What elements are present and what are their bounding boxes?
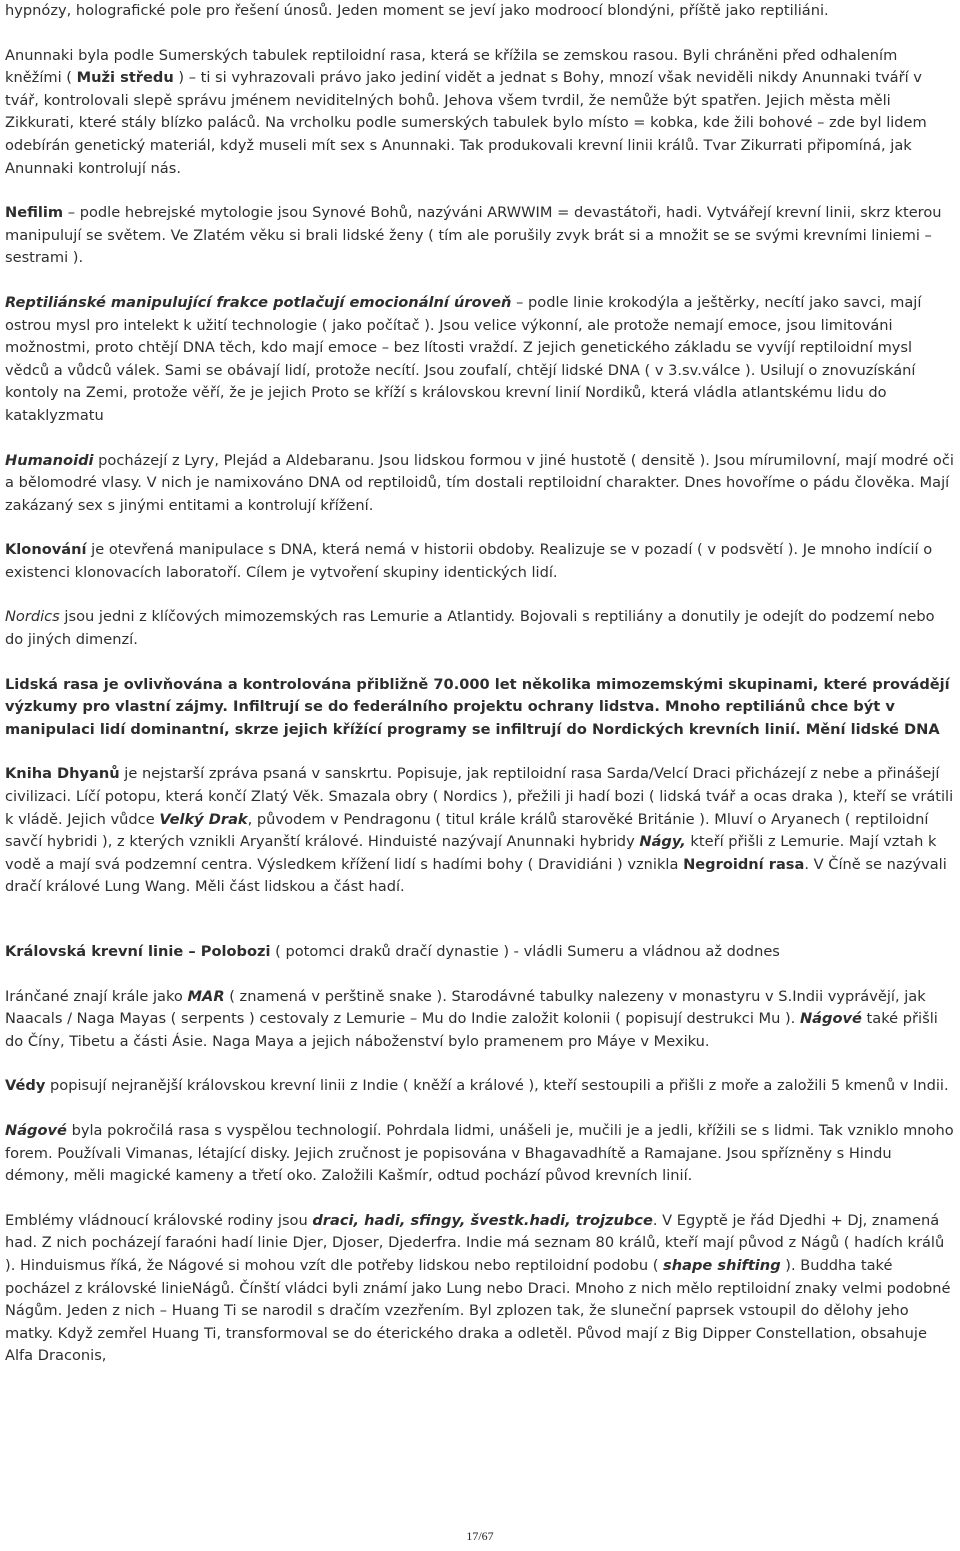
- text-run: ( potomci draků dračí dynastie ) - vládli Sumeru a vládnou až dodnes: [270, 943, 780, 960]
- text-run: , původem v Pendragonu ( titul krále králů starověké Británie ). Mluví o Aryanech ( reptiloidní savčí hybridi ), z kterých vznikli Aryanští králové. Hinduisté nazývají Anunnaki hybridy: [5, 810, 929, 851]
- emphasis-run: Nefilim: [5, 204, 64, 222]
- emphasis-run: Muži středu: [76, 69, 174, 87]
- paragraph-lidska-rasa: [5, 674, 955, 742]
- text-run: pocházejí z Lyry, Plejád a Aldebaranu. Jsou lidskou formou v jiné hustotě ( densitě ). Jsou mírumilovní, mají modré oči a bělomodré vlasy. V nich je namixováno DNA od reptiloidů, tím dostali reptiloidní charakter. Dnes hovoříme o pádu člověka. Mají zakázaný sex s jinými entitami a kontrolují křížení.: [5, 451, 954, 514]
- emphasis-run: Královská krevní linie – Polobozi: [5, 943, 271, 960]
- paragraph-reptilian-factions: [5, 292, 955, 428]
- text-run: kteří přišli z Lemurie. Mají vztah k vodě a mají svá podzemní centra. Výsledkem křížení lidí s hadími bohy ( Dravidiáni ) vznikla: [5, 833, 937, 873]
- text-run: je otevřená manipulace s DNA, která nemá v historii obdoby. Realizuje se v pozadí ( v podsvětí ). Je mnoho indícií o existenci klonovacích laboratoří. Cílem je vytvoření skupiny identických lidí.: [5, 541, 933, 581]
- emphasis-run: Lidská rasa je ovlivňována a kontrolována přibližně 70.000 let několika mimozemskými skupinami, které provádějí výzkumy pro vlastní zájmy. Infiltrují se do federálního projektu ochrany lidstva. Mnoho reptiliánů chce být v manipulaci lidí dominantní, skrze jejich křížící programy se infiltrují do Nordických krevních linií. Mění lidské DNA: [5, 675, 950, 738]
- text-run: hypnózy, holografické pole pro řešení únosů. Jeden moment se jeví jako modroocí blondýni, příště jako reptiliáni.: [5, 2, 829, 19]
- emphasis-run: Nágové: [799, 1010, 862, 1028]
- paragraph-kniha-dhyanu: [5, 763, 955, 899]
- text-run: . V Egyptě je řád Djedhi + Dj, znamená had. Z nich pocházejí faraóni hadí linie Djer, Djoser, Djederfra. Indie má seznam 80 králů, kteří mají původ z Nágů ( hadích králů ). Hinduismus říká, že Nágové si mohou vzít dle potřeby lidskou nebo reptiloidní podobu (: [5, 1211, 945, 1274]
- text-run: – podle hebrejské mytologie jsou Synové Bohů, nazýváni ARWWIM = devastátoři, hadi. Vytvářejí krevní linii, skrz kterou manipulují se světem. Ve Zlatém věku si brali lidské ženy ( tím ale porušily zvyk brát si a množit se se svými krevními liniemi – sestrami ).: [5, 204, 942, 267]
- emphasis-run: MAR: [187, 987, 225, 1005]
- text-run: Anunnaki byla podle Sumerských tabulek reptiloidní rasa, která se křížila se zemskou rasou. Byli chráněni před odhalením kněžími (: [5, 46, 898, 87]
- paragraph-emblemy: [5, 1210, 955, 1368]
- text-run: ) – ti si vyhrazovali právo jako jediní vidět a jednat s Bohy, mnozí však neviděli nikdy Anunnaki tváří v tvář, kontrolovali slepě správu jménem neviditelných bohů. Jehova všem tvrdil, že nemůže být spatřen. Jejich města měli Zikkurati, které stály blízko paláců. Na vrcholku podle sumerských tabulek bylo místo = kobka, kde žili bohové – zde byl lidem odebírán genetický materiál, když museli mít sex s Anunnaki. Tak produkovali krevní linii králů. Tvar Zikurrati připomíná, jak Anunnaki kontrolují nás.: [5, 69, 927, 177]
- text-run: – podle linie krokodýla a ještěrky, necítí jako savci, mají ostrou mysl pro intelekt k užití technologie ( jako počítač ). Jsou velice výkonní, ale protože nemají emoce, jsou limitováni možnostmi, proto chtějí DNA těch, kdo mají emoce – bez lítosti vraždí. Z jejich genetického základu se vyvíjí reptiloidní mysl vědců a vůdců válek. Sami se obávají lidí, protože necítí. Jsou zoufalí, chtějí lidské DNA ( v 3.sv.válce ). Usilují o znovuzískání kontoly na Zemi, protože věří, že je jejich Proto se kříží s královskou krevní linií Nordiků, která vládla atlantskému lidu do kataklyzmatu: [5, 293, 922, 424]
- paragraph-klonovani: [5, 539, 955, 584]
- text-run: Emblémy vládnoucí královské rodiny jsou: [5, 1211, 313, 1229]
- paragraph-vedy: [5, 1075, 955, 1098]
- emphasis-run: Reptiliánské manipulující frakce potlačují emocionální úroveň: [5, 293, 512, 311]
- page-number: 17/67: [466, 1529, 494, 1543]
- paragraph-irancane: [5, 986, 955, 1054]
- emphasis-run: Klonování: [5, 541, 87, 559]
- text-run: ( znamená v perštině snake ). Starodávné tabulky nalezeny v monastyru v S.Indii vyprávějí, jak Naacals / Naga Mayas ( serpents ) cestovaly z Lemurie – Mu do Indie založit kolonii ( popisují destrukci Mu ).: [5, 987, 926, 1028]
- emphasis-run: draci, hadi, sfingy, švestk.hadi, trojzubce: [312, 1211, 653, 1229]
- emphasis-run: shape shifting: [663, 1256, 781, 1274]
- paragraph-nordics: [5, 606, 955, 651]
- emphasis-run: Nágové: [5, 1121, 67, 1139]
- emphasis-run: Nágy,: [639, 833, 686, 851]
- emphasis-run: Negroidní rasa: [683, 855, 805, 873]
- emphasis-run: Humanoidi: [5, 451, 94, 469]
- paragraph-hypnozy: [5, 0, 955, 23]
- emphasis-run: Velký Drak: [159, 810, 248, 828]
- document-body: [5, 0, 955, 1368]
- text-run: jsou jedni z klíčových mimozemských ras Lemurie a Atlantidy. Bojovali s reptiliány a donutily je odejít do podzemí nebo do jiných dimenzí.: [5, 608, 935, 649]
- text-run: popisují nejranější královskou krevní linii z Indie ( kněží a králové ), kteří sestoupili a přišli z moře a založili 5 kmenů v Indii.: [45, 1077, 949, 1095]
- emphasis-run: Védy: [5, 1077, 46, 1095]
- paragraph-kralovska-linie: [5, 941, 955, 964]
- text-run: . V Číně se nazývali dračí králové Lung Wang. Měli část lidskou a část hadí.: [5, 855, 947, 896]
- text-run: také přišli do Číny, Tibetu a části Ásie. Naga Maya a jejich náboženství bylo pramenem pro Máye v Mexiku.: [5, 1010, 938, 1050]
- emphasis-run: Kniha Dhyanů: [5, 765, 120, 783]
- text-run: Iránčané znají krále jako: [5, 987, 188, 1005]
- text-run: je nejstarší zpráva psaná v sanskrtu. Popisuje, jak reptiloidní rasa Sarda/Velcí Draci přicházejí z nebe a přinášejí civilizaci. Líčí potopu, která končí Zlatý Věk. Smazala obry ( Nordics ), přežili ji hadí bozi ( lidská tvář a ocas draka ), kteří se vrátili k vládě. Jejich vůdce: [5, 765, 954, 828]
- text-run: ). Buddha také pocházel z královské linieNágů. Čínští vládci byli známí jako Lung nebo Draci. Mnoho z nich mělo reptiloidní znaky velmi podobné Nágům. Jeden z nich – Huang Ti se narodil s dračím vzezřením. Byl zplozen tak, že sluneční paprsek vstoupil do dělohy jeho matky. Když zemřel Huang Ti, transformoval se do éterického draka a odletěl. Původ mají z Big Dipper Constellation, obsahuje Alfa Draconis,: [5, 1256, 951, 1365]
- paragraph-humanoidi: [5, 450, 955, 518]
- text-run: byla pokročilá rasa s vyspělou technologií. Pohrdala lidmi, unášeli je, mučili je a jedli, křížili se s lidmi. Tak vzniklo mnoho forem. Používali Vimanas, létající disky. Jejich zručnost je popisována v Bhagavadhítě a Ramajane. Jsou spřízněny s Hindu démony, měli magické kameny a třetí oko. Založili Kašmír, odtud pochází původ krevních linií.: [5, 1121, 954, 1185]
- paragraph-anunnaki: [5, 45, 955, 181]
- paragraph-nagove: [5, 1120, 955, 1188]
- emphasis-run: Nordics: [5, 608, 60, 626]
- paragraph-nefilim: [5, 202, 955, 270]
